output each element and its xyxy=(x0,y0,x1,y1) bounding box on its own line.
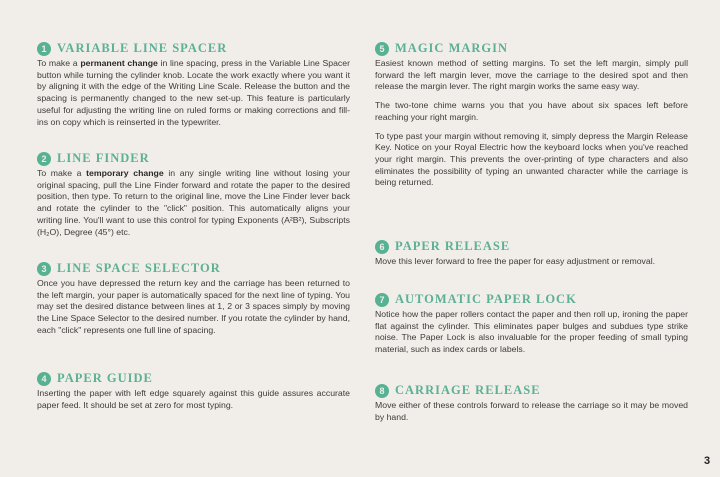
section-title: PAPER GUIDE xyxy=(57,371,153,385)
section-text: To make a permanent change in line spacing, press in the Variable Line Spacer button while turning the cylinder knob. Locate the work exactly where you want it by aligning it with the edge of the Writing Line Scale. Release the button and the spacing is permanently changed to the new set-up. This feature is particularly useful for adjusting the writing line on ruled forms or making corrections and fill-ins on copy which is reinserted in the typewriter. xyxy=(37,58,350,127)
section-text: Move this lever forward to free the paper for easy adjustment or removal. xyxy=(375,256,656,266)
section-text: Easiest known method of setting margins. To set the left margin, simply pull forward the left margin lever, move the carriage to the desired spot and then release the margin lever. The right margin works the same easy way. xyxy=(375,58,688,92)
page-number: 3 xyxy=(704,455,711,467)
section-title: LINE FINDER xyxy=(57,151,150,165)
section-heading xyxy=(375,382,688,399)
section-heading xyxy=(37,150,350,167)
section-title: PAPER RELEASE xyxy=(395,239,511,253)
section-heading xyxy=(375,291,688,308)
section-carriage-release xyxy=(375,382,688,430)
section-automatic-paper-lock xyxy=(375,291,688,363)
section-heading xyxy=(37,370,350,387)
section-text: To make a temporary change in any single writing line without losing your original spacing, pull the Line Finder forward and rotate the paper to the desired position, then type. To return to the original line, move the Line Finder lever back and rotate the cylinder to the "click" position. This automatically aligns your writing line. You'll want to use this control for typing Exponents (A²B²), Subscripts (H₂O), Degree (45°) etc. xyxy=(37,168,350,237)
section-text: The two-tone chime warns you that you have about six spaces left before reaching your right margin. xyxy=(375,100,688,122)
section-title: CARRIAGE RELEASE xyxy=(395,383,541,397)
section-heading xyxy=(37,260,350,277)
number-badge: 6 xyxy=(375,240,389,254)
section-text: Once you have depressed the return key and the carriage has been returned to the left margin, your paper is automatically spaced for the next line of typing. You may set the desired distance between lines at 1, 2 or 3 spaces simply by moving the Line Space Selector to the desired number. If you rotate the cylinder by hand, each "click" represents one full line of spacing. xyxy=(37,278,350,335)
section-line-space-selector xyxy=(37,260,350,344)
section-line-finder xyxy=(37,150,350,245)
section-text: Notice how the paper rollers contact the paper and then roll up, ironing the paper flat against the cylinder. This eliminates paper bulges and subdues type strike noise. The Paper Lock is also invaluable for the proper feeding of small typing material, such as index cards or labels. xyxy=(375,309,688,355)
section-heading xyxy=(375,238,688,255)
number-badge: 5 xyxy=(375,42,389,56)
section-title: VARIABLE LINE SPACER xyxy=(57,41,228,55)
number-badge: 3 xyxy=(37,262,51,276)
number-badge: 1 xyxy=(37,42,51,56)
section-variable-line-spacer xyxy=(37,40,350,135)
section-text: To type past your margin without removing it, simply depress the Margin Release Key. Notice on your Royal Electric how the keyboard locks when you've reached your right margin. This prevents the over-printing of type characters and also eliminates the possibility of typing an unwanted character while the carriage is being returned. xyxy=(375,130,688,188)
section-text: Move either of these controls forward to release the carriage so it may be moved by hand. xyxy=(375,400,688,422)
section-text: Inserting the paper with left edge squarely against this guide assures accurate paper feed. It should be set at zero for most typing. xyxy=(37,388,350,410)
section-paper-release xyxy=(375,238,688,275)
section-title: AUTOMATIC PAPER LOCK xyxy=(395,292,577,306)
section-heading xyxy=(37,40,350,57)
section-heading xyxy=(375,40,688,57)
number-badge: 7 xyxy=(375,293,389,307)
number-badge: 2 xyxy=(37,152,51,166)
number-badge: 4 xyxy=(37,372,51,386)
section-title: LINE SPACE SELECTOR xyxy=(57,261,221,275)
section-magic-margin xyxy=(375,40,688,196)
number-badge: 8 xyxy=(375,384,389,398)
section-title: MAGIC MARGIN xyxy=(395,41,509,55)
section-paper-guide xyxy=(37,370,350,418)
